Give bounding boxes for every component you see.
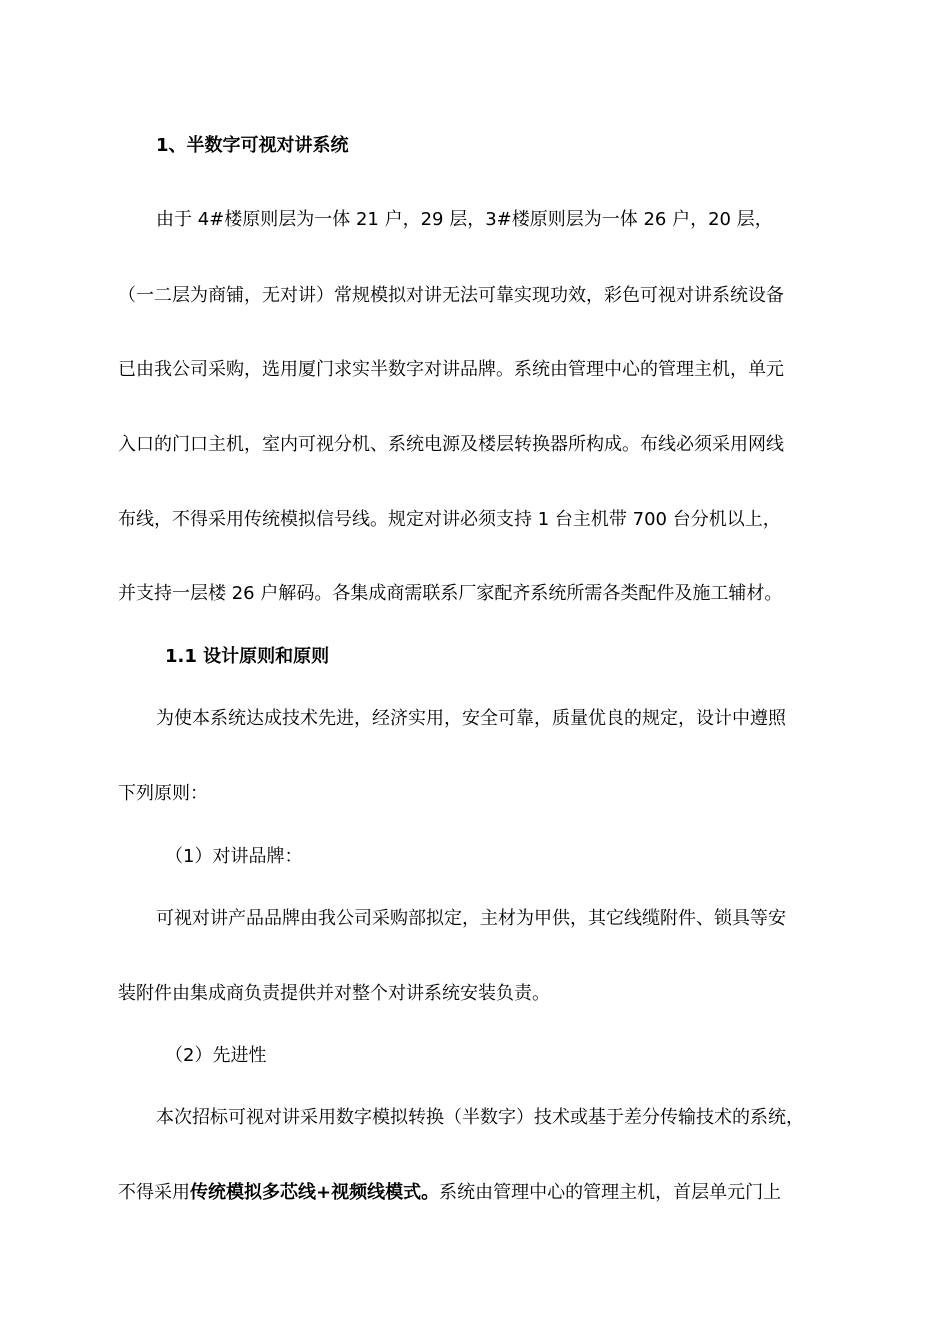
paragraph-line: 装附件由集成商负责提供并对整个对讲系统安装负责。	[118, 983, 550, 1004]
list-item-label: （2）先进性	[165, 1045, 267, 1066]
paragraph-line: 本次招标可视对讲采用数字模拟转换（半数字）技术或基于差分传输技术的系统，	[156, 1107, 804, 1128]
bold-text-run: 传统模拟多芯线+视频线模式。	[190, 1182, 440, 1203]
paragraph-line: 入口的门口主机，室内可视分机、系统电源及楼层转换器所构成。布线必须采用网线	[118, 434, 784, 455]
paragraph-line: 下列原则：	[118, 783, 208, 804]
text-run: 系统由管理中心的管理主机，首层单元门上	[439, 1182, 782, 1203]
section-heading: 1、半数字可视对讲系统	[156, 135, 349, 156]
subsection-heading: 1.1 设计原则和原则	[165, 646, 330, 667]
paragraph-line: （一二层为商铺，无对讲）常规模拟对讲无法可靠实现功效，彩色可视对讲系统设备	[118, 285, 784, 306]
paragraph-line: 为使本系统达成技术先进，经济实用，安全可靠，质量优良的规定，设计中遵照	[156, 708, 786, 729]
paragraph-line: 布线，不得采用传统模拟信号线。规定对讲必须支持 1 台主机带 700 台分机以上，	[118, 509, 781, 530]
paragraph-line: 可视对讲产品品牌由我公司采购部拟定，主材为甲供，其它线缆附件、锁具等安	[156, 908, 786, 929]
paragraph-line: 已由我公司采购，选用厦门求实半数字对讲品牌。系统由管理中心的管理主机，单元	[118, 359, 784, 380]
list-item-label: （1）对讲品牌：	[165, 846, 303, 867]
paragraph-line: 由于 4#楼原则层为一体 21 户，29 层，3#楼原则层为一体 26 户，20 层，	[156, 209, 773, 230]
paragraph-line	[118, 1181, 781, 1205]
text-run: 不得采用	[118, 1182, 190, 1203]
paragraph-line: 并支持一层楼 26 户解码。各集成商需联系厂家配齐系统所需各类配件及施工辅材。	[118, 583, 783, 604]
